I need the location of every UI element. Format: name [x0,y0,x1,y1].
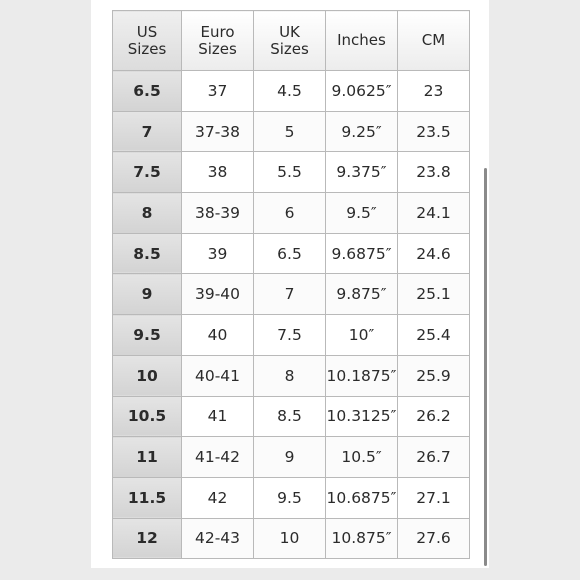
inches-cell: 10.5″ [326,437,398,478]
table-row [113,477,470,518]
euro-size-cell: 40-41 [182,355,254,396]
cm-cell: 27.1 [398,477,470,518]
cm-cell: 24.6 [398,233,470,274]
uk-size-cell: 9 [254,437,326,478]
uk-size-cell: 7.5 [254,315,326,356]
inches-cell: 10.1875″ [326,355,398,396]
euro-size-cell: 37 [182,71,254,112]
inches-cell: 9.5″ [326,193,398,234]
euro-size-cell: 41 [182,396,254,437]
table-row [113,193,470,234]
size-chart-table [112,10,470,559]
inches-cell: 9.375″ [326,152,398,193]
euro-size-cell: 38-39 [182,193,254,234]
cm-cell: 25.1 [398,274,470,315]
size-rows [113,71,470,559]
us-size-cell: 9.5 [113,315,182,356]
cm-cell: 23.8 [398,152,470,193]
cm-cell: 27.6 [398,518,470,559]
inches-cell: 10″ [326,315,398,356]
euro-size-cell: 42 [182,477,254,518]
uk-size-cell: 5 [254,111,326,152]
uk-size-cell: 8.5 [254,396,326,437]
uk-size-cell: 7 [254,274,326,315]
euro-size-cell: 38 [182,152,254,193]
inches-cell: 9.25″ [326,111,398,152]
us-size-cell: 11 [113,437,182,478]
cm-cell: 26.2 [398,396,470,437]
inches-cell: 9.875″ [326,274,398,315]
inches-cell: 10.6875″ [326,477,398,518]
inches-cell: 10.3125″ [326,396,398,437]
euro-size-cell: 39 [182,233,254,274]
cm-cell: 23.5 [398,111,470,152]
euro-size-cell: 39-40 [182,274,254,315]
table-row [113,355,470,396]
inches-cell: 9.6875″ [326,233,398,274]
header-inches: Inches [326,11,398,71]
us-size-cell: 7 [113,111,182,152]
uk-size-cell: 5.5 [254,152,326,193]
us-size-cell: 11.5 [113,477,182,518]
scrollbar[interactable] [484,168,487,566]
inches-cell: 10.875″ [326,518,398,559]
uk-size-cell: 6.5 [254,233,326,274]
header-cm: CM [398,11,470,71]
header-us-sizes: US Sizes [113,11,182,71]
euro-size-cell: 41-42 [182,437,254,478]
table-row [113,111,470,152]
us-size-cell: 6.5 [113,71,182,112]
euro-size-cell: 37-38 [182,111,254,152]
us-size-cell: 12 [113,518,182,559]
us-size-cell: 10.5 [113,396,182,437]
table-row [113,437,470,478]
table-row [113,315,470,356]
uk-size-cell: 8 [254,355,326,396]
table-row [113,233,470,274]
cm-cell: 25.4 [398,315,470,356]
cm-cell: 25.9 [398,355,470,396]
euro-size-cell: 42-43 [182,518,254,559]
inches-cell: 9.0625″ [326,71,398,112]
cm-cell: 24.1 [398,193,470,234]
bottom-nav [0,568,580,580]
header-uk-sizes: UK Sizes [254,11,326,71]
table-row [113,71,470,112]
cm-cell: 23 [398,71,470,112]
uk-size-cell: 4.5 [254,71,326,112]
us-size-cell: 9 [113,274,182,315]
header-euro-sizes: Euro Sizes [182,11,254,71]
us-size-cell: 10 [113,355,182,396]
us-size-cell: 8 [113,193,182,234]
uk-size-cell: 10 [254,518,326,559]
uk-size-cell: 9.5 [254,477,326,518]
table-row [113,152,470,193]
table-row [113,396,470,437]
us-size-cell: 8.5 [113,233,182,274]
table-row [113,518,470,559]
table-row [113,274,470,315]
us-size-cell: 7.5 [113,152,182,193]
uk-size-cell: 6 [254,193,326,234]
euro-size-cell: 40 [182,315,254,356]
header-row [113,11,470,71]
cm-cell: 26.7 [398,437,470,478]
